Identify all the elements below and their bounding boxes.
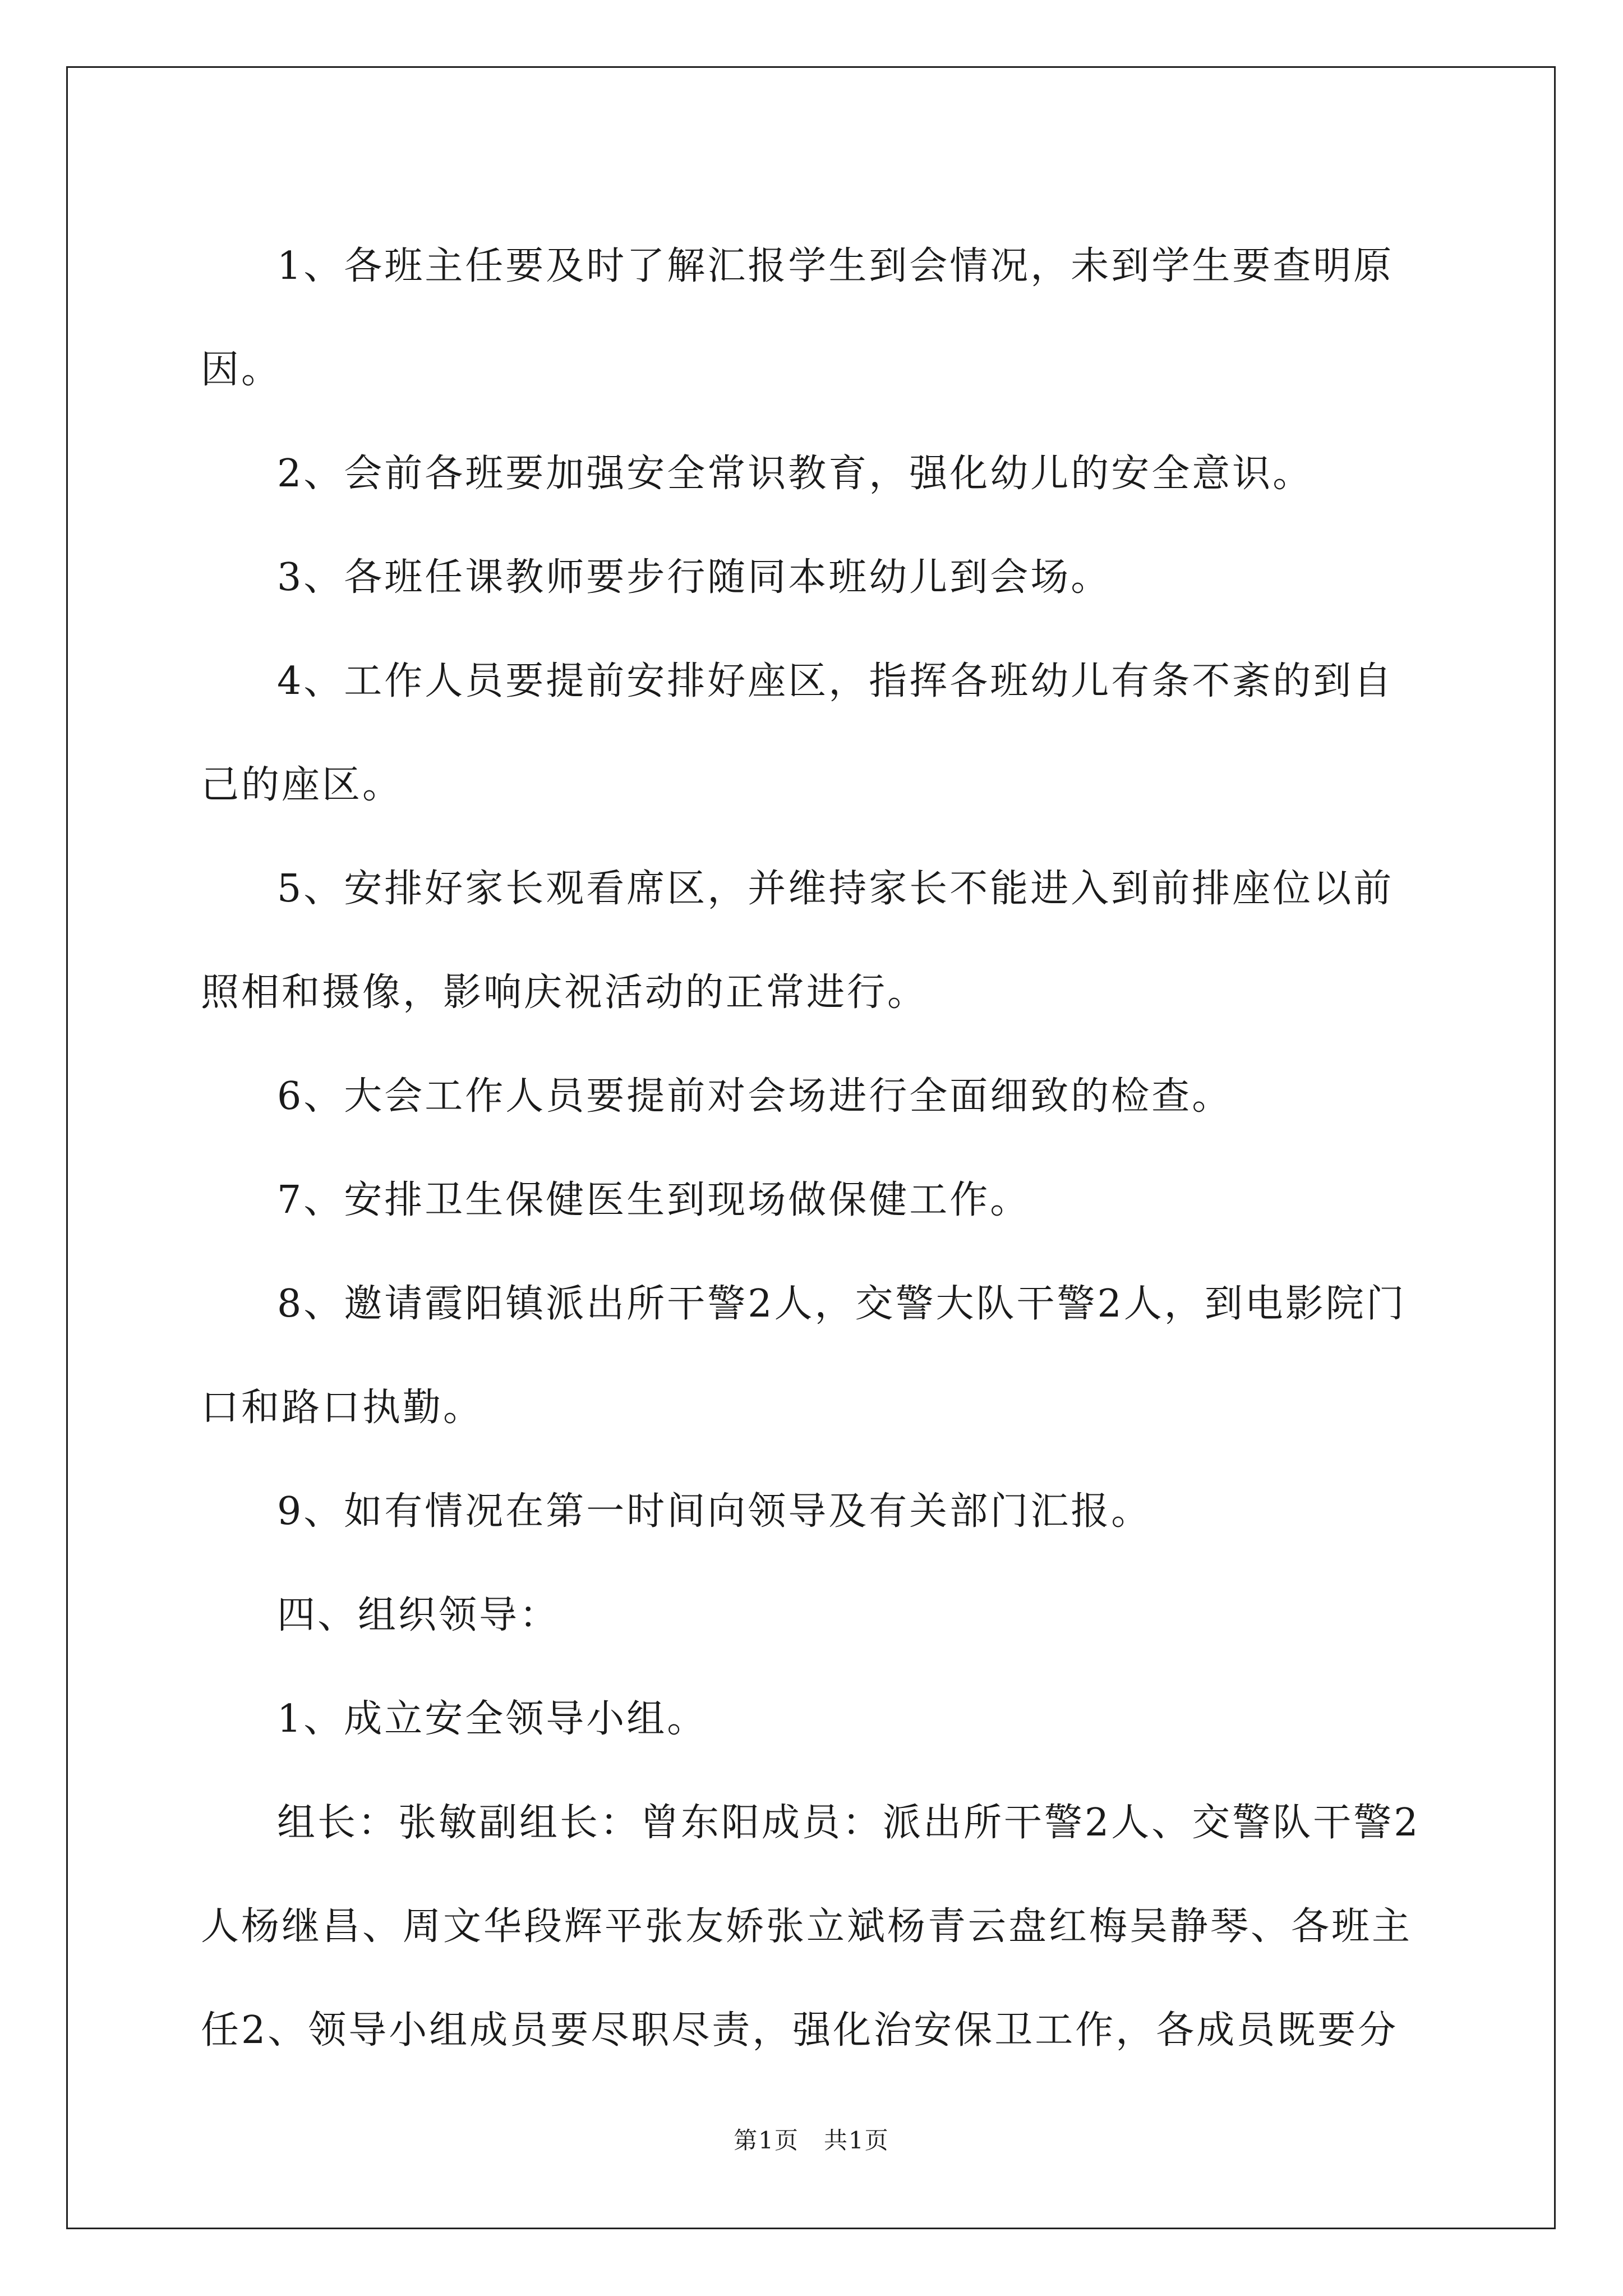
paragraph-10: 1、成立安全领导小组。 — [277, 1697, 708, 1741]
section-heading: 四、组织领导： — [277, 1593, 560, 1637]
paragraph-9: 9、如有情况在第一时间向领导及有关部门汇报。 — [277, 1489, 1152, 1534]
paragraph-7: 7、安排卫生保健医生到现场做保健工作。 — [277, 1178, 1031, 1222]
paragraph-2: 2、会前各班要加强安全常识教育，强化幼儿的安全意识。 — [277, 452, 1313, 496]
paragraph-3: 3、各班任课教师要步行随同本班幼儿到会场。 — [277, 555, 1112, 600]
page-number: 第1页 共1页 — [734, 2127, 889, 2154]
paragraph-11: 组长：张敏副组长：曾东阳成员：派出所干警2人、交警队干警2人杨继昌、周文华段辉平张友娇张立斌杨青云盘红梅吴静琴、各班主任2、领导小组成员要尽职尽责，强化治安保卫工作，各成员既要分 — [201, 1801, 1421, 2053]
paragraph-1: 1、各班主任要及时了解汇报学生到会情况，未到学生要查明原因。 — [201, 244, 1394, 392]
paragraph-8: 8、邀请霞阳镇派出所干警2人，交警大队干警2人，到电影院门口和路口执勤。 — [201, 1282, 1407, 1430]
paragraph-6: 6、大会工作人员要提前对会场进行全面细致的检查。 — [277, 1074, 1233, 1119]
paragraph-4: 4、工作人员要提前安排好座区，指挥各班幼儿有条不紊的到自己的座区。 — [201, 659, 1394, 807]
paragraph-5: 5、安排好家长观看席区，并维持家长不能进入到前排座位以前照相和摄像，影响庆祝活动的正常进行。 — [201, 867, 1394, 1015]
document-body — [201, 214, 1432, 2082]
